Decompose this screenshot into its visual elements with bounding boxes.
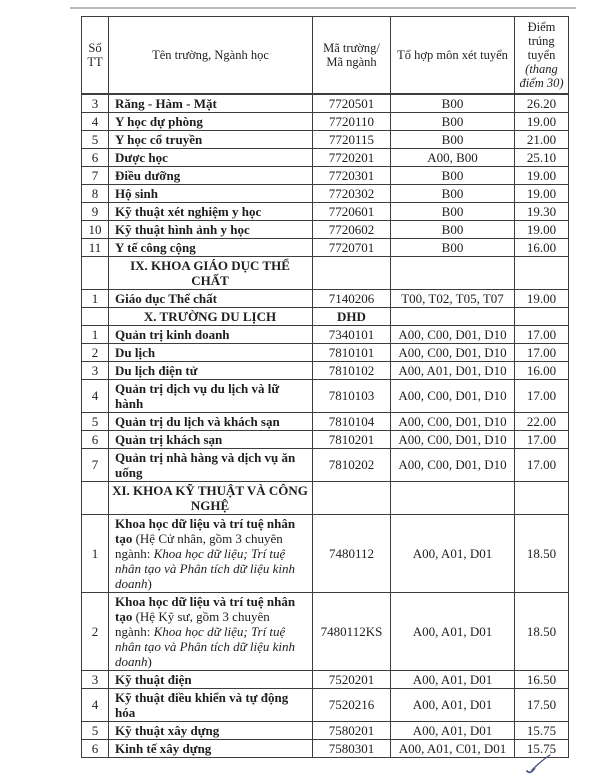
table-row xyxy=(82,379,569,412)
section-row xyxy=(82,256,569,289)
subject-combos: A00, A01, D01 xyxy=(391,592,515,670)
subject-combos: A00, C00, D01, D10 xyxy=(391,448,515,481)
row-number: 5 xyxy=(82,130,109,148)
admission-score: 17.00 xyxy=(515,430,569,448)
major-code: 7720201 xyxy=(313,148,391,166)
table-row xyxy=(82,112,569,130)
row-number: 6 xyxy=(82,739,109,757)
admission-score xyxy=(515,481,569,514)
subject-combos: A00, C00, D01, D10 xyxy=(391,430,515,448)
table-row xyxy=(82,412,569,430)
major-code: 7520216 xyxy=(313,688,391,721)
major-name xyxy=(109,184,313,202)
admission-score: 25.10 xyxy=(515,148,569,166)
subject-combos: B00 xyxy=(391,94,515,113)
section-code xyxy=(313,256,391,289)
admission-score: 26.20 xyxy=(515,94,569,113)
row-number: 1 xyxy=(82,325,109,343)
table-row xyxy=(82,220,569,238)
admission-score: 18.50 xyxy=(515,592,569,670)
row-number: 2 xyxy=(82,592,109,670)
admission-score: 16.50 xyxy=(515,670,569,688)
subject-combos: A00, A01, D01 xyxy=(391,514,515,592)
table-row xyxy=(82,184,569,202)
subject-combos xyxy=(391,307,515,325)
scan-artifact-line xyxy=(70,7,576,9)
major-code: 7720115 xyxy=(313,130,391,148)
major-name-part: Y học dự phòng xyxy=(115,113,203,129)
table-row xyxy=(82,592,569,670)
row-number: 4 xyxy=(82,379,109,412)
row-number: 9 xyxy=(82,202,109,220)
subject-combos: A00, C00, D01, D10 xyxy=(391,343,515,361)
major-name-part: Kỹ thuật hình ảnh y học xyxy=(115,221,250,237)
major-code: 7810202 xyxy=(313,448,391,481)
table-row xyxy=(82,289,569,307)
row-number xyxy=(82,307,109,325)
subject-combos: B00 xyxy=(391,238,515,256)
table-row xyxy=(82,325,569,343)
admission-score: 16.00 xyxy=(515,238,569,256)
admission-score: 22.00 xyxy=(515,412,569,430)
major-code: 7810103 xyxy=(313,379,391,412)
admission-score: 19.00 xyxy=(515,220,569,238)
major-name xyxy=(109,448,313,481)
major-name xyxy=(109,412,313,430)
major-name-part: Y tế công cộng xyxy=(115,239,196,255)
major-name-part: Điều dưỡng xyxy=(115,167,181,183)
subject-combos: T00, T02, T05, T07 xyxy=(391,289,515,307)
row-number: 4 xyxy=(82,688,109,721)
subject-combos: A00, C00, D01, D10 xyxy=(391,325,515,343)
major-name xyxy=(109,130,313,148)
major-code: 7340101 xyxy=(313,325,391,343)
pen-mark xyxy=(524,752,554,776)
table-row xyxy=(82,94,569,113)
major-name-part: Kỹ thuật điện xyxy=(115,671,192,687)
table-row xyxy=(82,739,569,757)
row-number: 3 xyxy=(82,670,109,688)
table-row xyxy=(82,670,569,688)
row-number: 3 xyxy=(82,94,109,113)
major-name-part: Kỹ thuật xét nghiệm y học xyxy=(115,203,262,219)
major-name xyxy=(109,361,313,379)
major-name xyxy=(109,343,313,361)
admission-score: 17.00 xyxy=(515,379,569,412)
major-name-part: Dược học xyxy=(115,149,168,165)
major-name xyxy=(109,739,313,757)
major-name-part: ) xyxy=(147,653,152,669)
header-score-scale-note: (thang điểm 30) xyxy=(519,61,564,90)
table-header xyxy=(82,17,569,94)
table-row xyxy=(82,514,569,592)
row-number: 7 xyxy=(82,448,109,481)
major-name xyxy=(109,721,313,739)
row-number xyxy=(82,256,109,289)
section-row xyxy=(82,481,569,514)
major-code: 7810201 xyxy=(313,430,391,448)
major-name-part: Hộ sinh xyxy=(115,185,158,201)
major-name-part: Quản trị nhà hàng và dịch vụ ăn uống xyxy=(115,449,296,480)
major-code: 7720301 xyxy=(313,166,391,184)
major-code: 7520201 xyxy=(313,670,391,688)
header-school-major: Tên trường, Ngành học xyxy=(109,17,313,94)
subject-combos: A00, B00 xyxy=(391,148,515,166)
row-number: 5 xyxy=(82,412,109,430)
table-row xyxy=(82,721,569,739)
major-code: 7810101 xyxy=(313,343,391,361)
row-number: 1 xyxy=(82,514,109,592)
major-name xyxy=(109,148,313,166)
admission-score: 19.00 xyxy=(515,184,569,202)
row-number: 10 xyxy=(82,220,109,238)
table-row xyxy=(82,238,569,256)
major-code: 7810104 xyxy=(313,412,391,430)
table-row xyxy=(82,202,569,220)
major-name-part: Quản trị dịch vụ du lịch và lữ hành xyxy=(115,380,280,411)
major-code: 7580301 xyxy=(313,739,391,757)
admission-score: 17.00 xyxy=(515,448,569,481)
major-name xyxy=(109,166,313,184)
table-row xyxy=(82,361,569,379)
row-number: 2 xyxy=(82,343,109,361)
major-name xyxy=(109,430,313,448)
header-score xyxy=(515,17,569,94)
major-code: 7720302 xyxy=(313,184,391,202)
section-code: DHD xyxy=(313,307,391,325)
row-number: 8 xyxy=(82,184,109,202)
admission-score: 16.00 xyxy=(515,361,569,379)
section-code xyxy=(313,481,391,514)
major-name-part: Y học cổ truyền xyxy=(115,131,203,147)
major-code: 7480112 xyxy=(313,514,391,592)
major-name xyxy=(109,325,313,343)
major-name-part: Kỹ thuật điều khiển và tự động hóa xyxy=(115,689,289,720)
subject-combos xyxy=(391,256,515,289)
subject-combos: A00, A01, D01 xyxy=(391,670,515,688)
table-body xyxy=(82,94,569,758)
admission-score xyxy=(515,307,569,325)
admission-score: 19.00 xyxy=(515,166,569,184)
row-number: 7 xyxy=(82,166,109,184)
row-number: 1 xyxy=(82,289,109,307)
subject-combos: A00, A01, D01 xyxy=(391,688,515,721)
major-code: 7720602 xyxy=(313,220,391,238)
section-title: IX. KHOA GIÁO DỤC THỂ CHẤT xyxy=(109,256,313,289)
major-name xyxy=(109,112,313,130)
major-name xyxy=(109,202,313,220)
subject-combos: A00, A01, D01, D10 xyxy=(391,361,515,379)
row-number: 11 xyxy=(82,238,109,256)
major-name-part: Giáo dục Thể chất xyxy=(115,290,217,306)
major-name xyxy=(109,238,313,256)
row-number: 4 xyxy=(82,112,109,130)
admission-score: 17.00 xyxy=(515,343,569,361)
header-score-main: Điểm trúng tuyển xyxy=(527,19,556,62)
major-name-part: ) xyxy=(147,575,152,591)
major-code: 7140206 xyxy=(313,289,391,307)
major-name-part: Quản trị kinh doanh xyxy=(115,326,230,342)
table-row xyxy=(82,688,569,721)
major-name-part: Quản trị khách sạn xyxy=(115,431,223,447)
major-name-part: (Hệ Cử nhân, gồm 3 chuyên ngành: xyxy=(115,530,283,561)
major-name xyxy=(109,289,313,307)
major-name-part: Khoa học dữ liệu; Trí tuệ nhân tạo và Phân tích dữ liệu kinh doanh xyxy=(115,545,296,591)
admission-score: 17.50 xyxy=(515,688,569,721)
header-code: Mã trường/ Mã ngành xyxy=(313,17,391,94)
major-name xyxy=(109,688,313,721)
major-code: 7480112KS xyxy=(313,592,391,670)
major-code: 7720701 xyxy=(313,238,391,256)
subject-combos: B00 xyxy=(391,112,515,130)
major-name xyxy=(109,514,313,592)
subject-combos: A00, C00, D01, D10 xyxy=(391,412,515,430)
major-name xyxy=(109,94,313,113)
major-name-part: Khoa học dữ liệu và trí tuệ nhân tạo xyxy=(115,515,296,546)
subject-combos: A00, A01, D01 xyxy=(391,721,515,739)
table-row xyxy=(82,130,569,148)
admission-score: 18.50 xyxy=(515,514,569,592)
major-name-part: Kinh tế xây dựng xyxy=(115,740,212,756)
admission-score: 17.00 xyxy=(515,325,569,343)
major-code: 7720110 xyxy=(313,112,391,130)
table-row xyxy=(82,166,569,184)
subject-combos: A00, A01, C01, D01 xyxy=(391,739,515,757)
subject-combos: B00 xyxy=(391,184,515,202)
row-number: 6 xyxy=(82,148,109,166)
header-stt: Số TT xyxy=(82,17,109,94)
row-number: 3 xyxy=(82,361,109,379)
major-name-part: Răng - Hàm - Mặt xyxy=(115,95,217,111)
admission-score xyxy=(515,256,569,289)
major-name xyxy=(109,592,313,670)
subject-combos: B00 xyxy=(391,202,515,220)
major-name-part: Khoa học dữ liệu và trí tuệ nhân tạo xyxy=(115,593,296,624)
admission-scores-table xyxy=(81,16,569,758)
section-row xyxy=(82,307,569,325)
table-row xyxy=(82,343,569,361)
subject-combos: B00 xyxy=(391,130,515,148)
admission-score: 21.00 xyxy=(515,130,569,148)
major-code: 7810102 xyxy=(313,361,391,379)
admission-score: 15.75 xyxy=(515,721,569,739)
section-title: XI. KHOA KỸ THUẬT VÀ CÔNG NGHỆ xyxy=(109,481,313,514)
header-row xyxy=(82,17,569,94)
major-name-part: Du lịch xyxy=(115,344,156,360)
table-row xyxy=(82,430,569,448)
admission-score: 19.30 xyxy=(515,202,569,220)
row-number: 5 xyxy=(82,721,109,739)
major-code: 7720501 xyxy=(313,94,391,113)
section-title: X. TRƯỜNG DU LỊCH xyxy=(109,307,313,325)
major-name-part: Quản trị du lịch và khách sạn xyxy=(115,413,280,429)
subject-combos xyxy=(391,481,515,514)
admission-score: 15.75 xyxy=(515,739,569,757)
table-row xyxy=(82,448,569,481)
major-code: 7580201 xyxy=(313,721,391,739)
major-name-part: Kỹ thuật xây dựng xyxy=(115,722,220,738)
major-name xyxy=(109,220,313,238)
subject-combos: B00 xyxy=(391,166,515,184)
row-number: 6 xyxy=(82,430,109,448)
header-subject-combo: Tổ hợp môn xét tuyển xyxy=(391,17,515,94)
admission-score: 19.00 xyxy=(515,112,569,130)
major-name xyxy=(109,670,313,688)
table-row xyxy=(82,148,569,166)
major-name-part: Khoa học dữ liệu; Trí tuệ nhân tạo và Phân tích dữ liệu kinh doanh xyxy=(115,623,296,669)
major-name-part: Du lịch điện tử xyxy=(115,362,198,378)
subject-combos: A00, C00, D01, D10 xyxy=(391,379,515,412)
subject-combos: B00 xyxy=(391,220,515,238)
major-name-part: (Hệ Kỹ sư, gồm 3 chuyên ngành: xyxy=(115,608,270,639)
major-code: 7720601 xyxy=(313,202,391,220)
row-number xyxy=(82,481,109,514)
admission-score: 19.00 xyxy=(515,289,569,307)
major-name xyxy=(109,379,313,412)
